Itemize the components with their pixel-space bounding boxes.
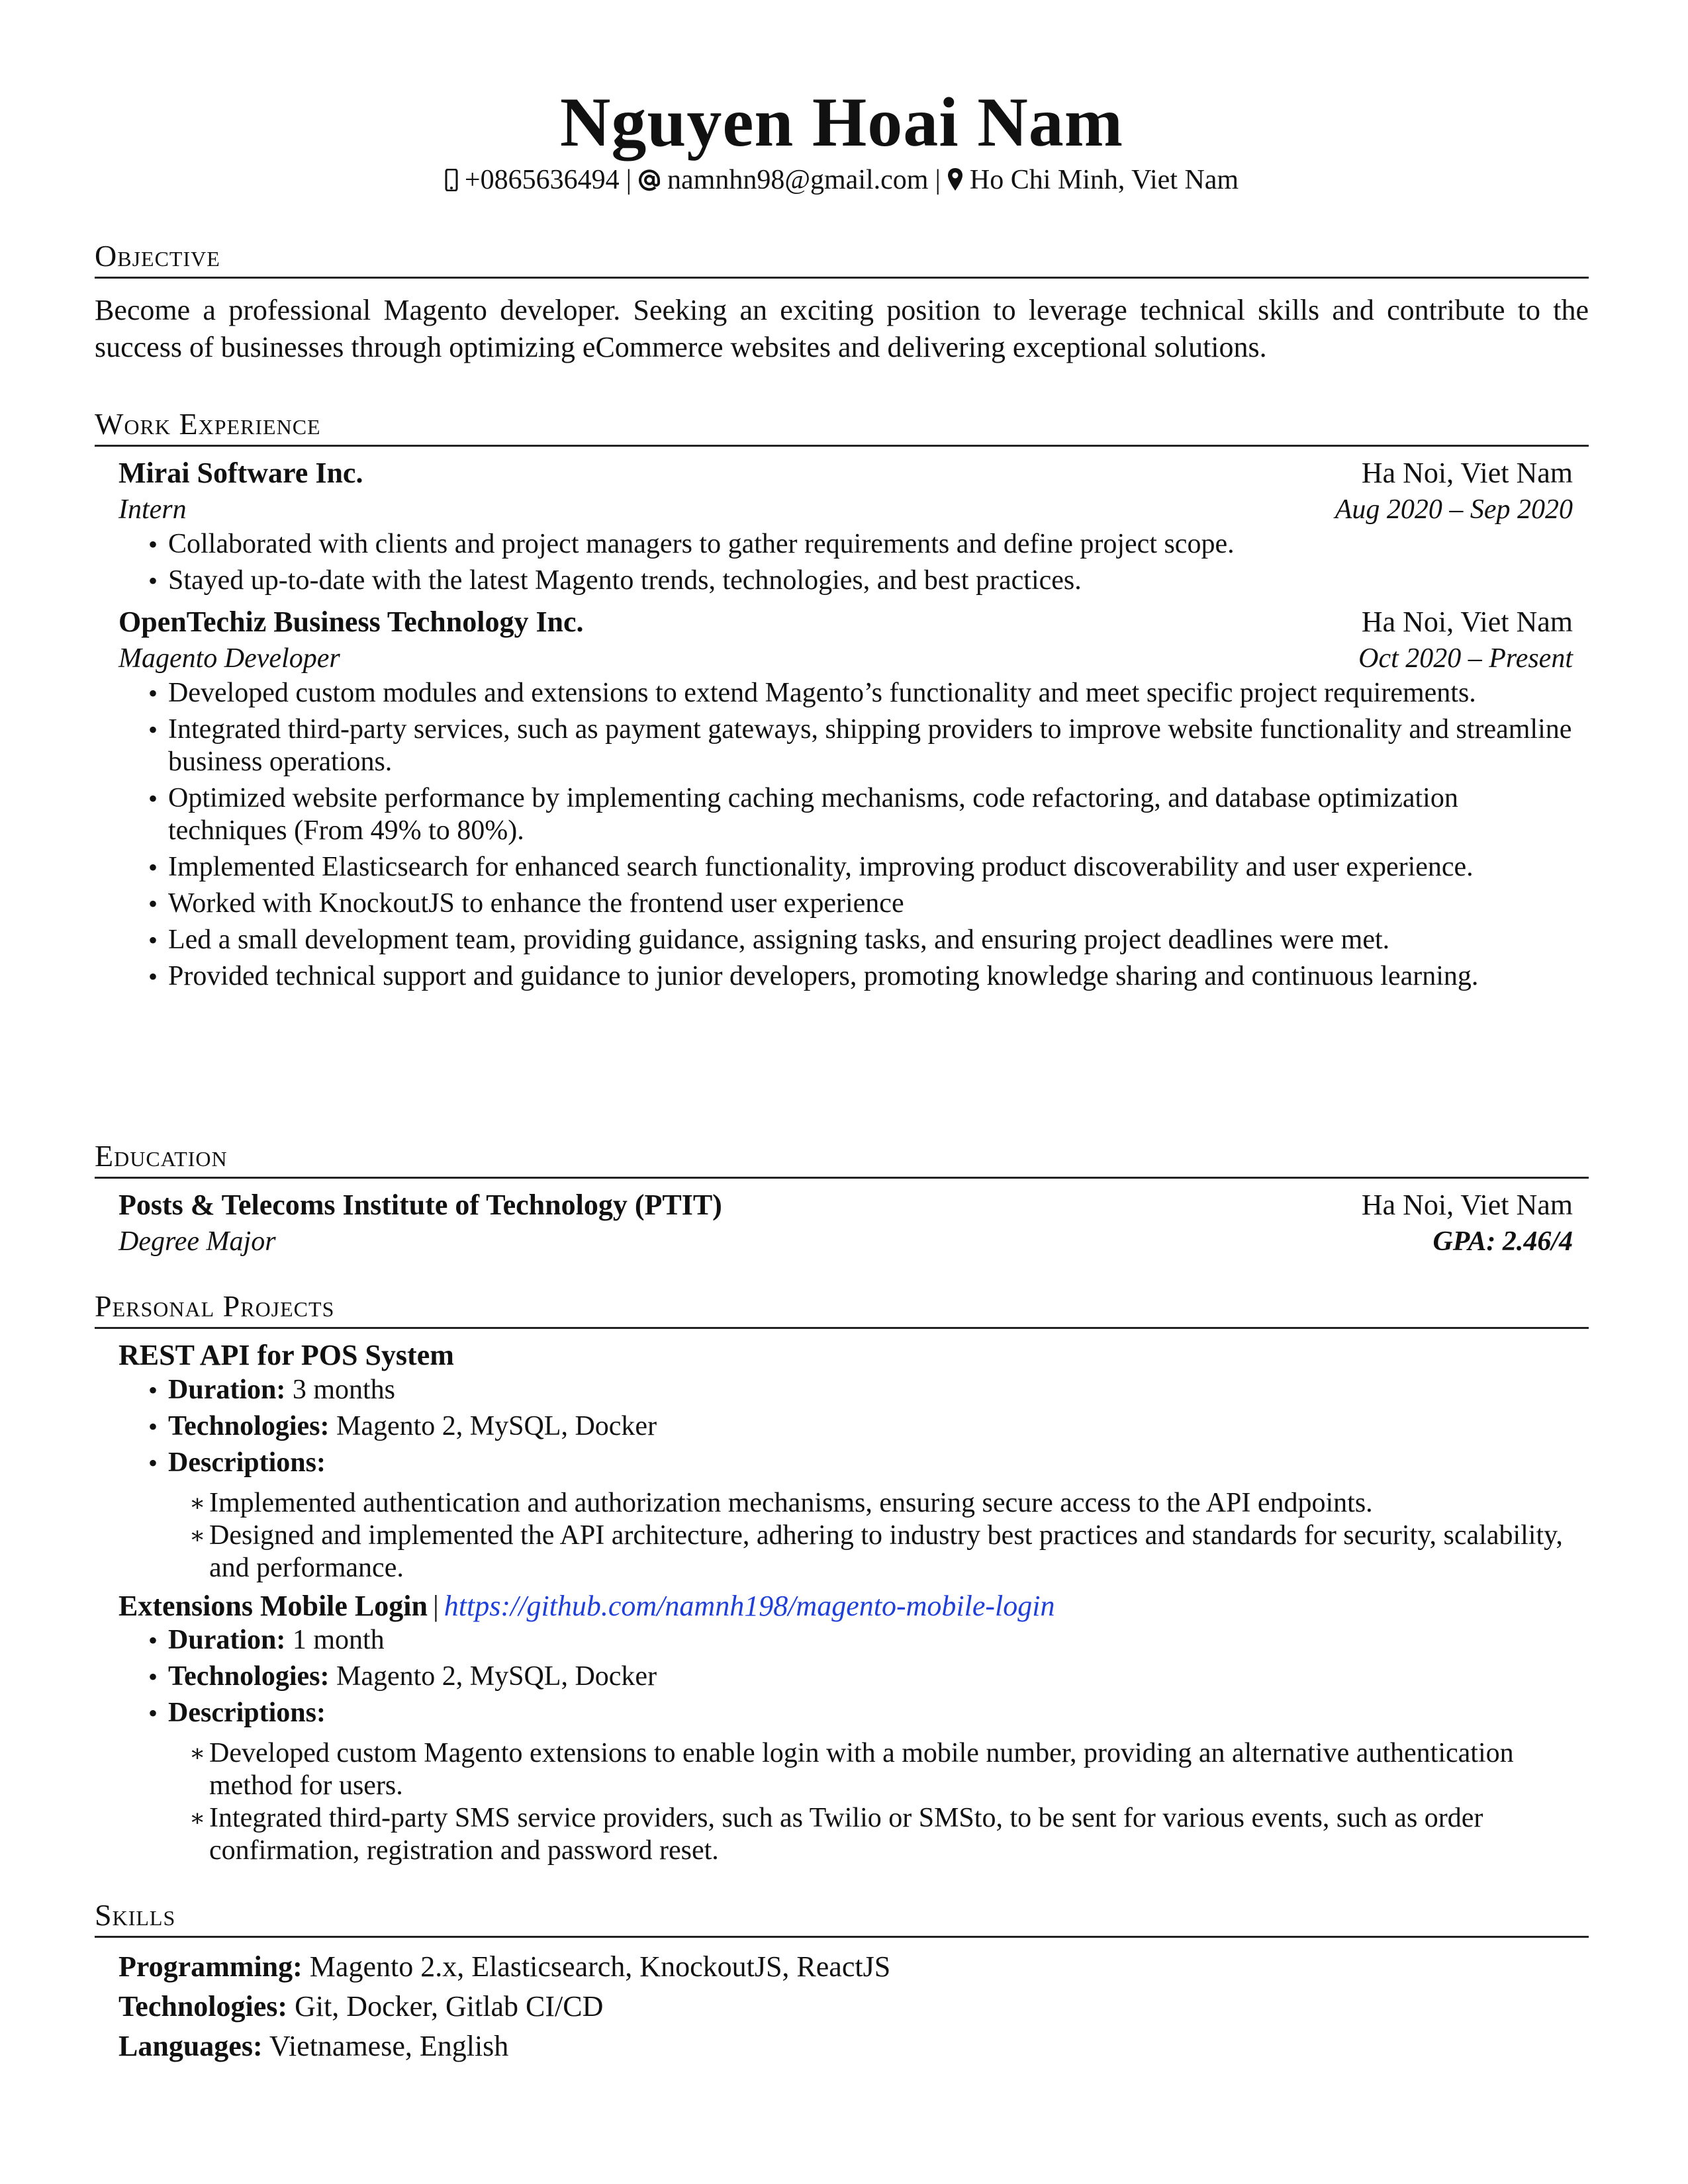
section-title-projects: Personal Projects bbox=[95, 1289, 335, 1323]
project-duration: 3 months bbox=[292, 1375, 396, 1405]
list-item: • Led a small development team, providing guidance, assigning tasks, and ensuring project deadlines were met. bbox=[168, 924, 1573, 960]
contact-separator: | bbox=[935, 165, 941, 195]
company-name: OpenTechiz Business Technology Inc. bbox=[118, 606, 584, 638]
resume-page bbox=[95, 0, 1589, 2062]
project-entry bbox=[118, 1588, 1573, 1871]
list-item: ∗ Developed custom Magento extensions to enable login with a mobile number, providing an alternative authentication method for users. bbox=[209, 1737, 1573, 1802]
responsibility-list bbox=[118, 677, 1573, 997]
skill-value: Git, Docker, Gitlab CI/CD bbox=[295, 1990, 604, 2023]
entry-subheading-row bbox=[118, 492, 1573, 528]
section-title-work-experience: Work Experience bbox=[95, 407, 321, 441]
list-item bbox=[168, 1661, 1573, 1697]
section-divider bbox=[95, 1177, 1589, 1179]
project-heading bbox=[118, 1588, 1573, 1624]
detail-label: Descriptions: bbox=[168, 1698, 326, 1728]
email-address[interactable]: namnhn98@gmail.com bbox=[667, 165, 929, 195]
skill-row bbox=[118, 1947, 1589, 1987]
skill-label: Programming: bbox=[118, 1950, 303, 1983]
list-item bbox=[168, 1447, 1573, 1588]
entry-heading-row bbox=[118, 455, 1573, 492]
detail-label: Descriptions: bbox=[168, 1447, 326, 1478]
work-experience-section bbox=[95, 408, 1589, 997]
gpa: GPA: 2.46/4 bbox=[1432, 1226, 1573, 1257]
section-divider bbox=[95, 445, 1589, 447]
list-item: • Integrated third-party services, such as payment gateways, shipping providers to improve website functionality and streamline business operations. bbox=[168, 713, 1573, 782]
list-item: • Stayed up-to-date with the latest Magento trends, technologies, and best practices. bbox=[168, 565, 1573, 601]
description-list bbox=[168, 1487, 1573, 1584]
list-item bbox=[168, 1410, 1573, 1447]
list-item: • Provided technical support and guidance to junior developers, promoting knowledge sharing and continuous learning. bbox=[168, 960, 1573, 997]
job-role: Magento Developer bbox=[118, 643, 340, 674]
education-entry bbox=[118, 1187, 1573, 1260]
list-item: • Worked with KnockoutJS to enhance the frontend user experience bbox=[168, 887, 1573, 924]
resume-header bbox=[95, 0, 1589, 196]
degree: Degree Major bbox=[118, 1226, 276, 1257]
job-dates: Oct 2020 – Present bbox=[1358, 643, 1573, 674]
entry-subheading-row bbox=[118, 1224, 1573, 1260]
detail-label: Duration: bbox=[168, 1625, 286, 1655]
contact-separator: | bbox=[626, 165, 632, 195]
skill-row bbox=[118, 1987, 1589, 2026]
projects-section bbox=[95, 1290, 1589, 1871]
project-name: Extensions Mobile Login bbox=[118, 1590, 428, 1622]
list-item: • Developed custom modules and extensions to extend Magento’s functionality and meet specific project requirements. bbox=[168, 677, 1573, 713]
project-link[interactable]: https://github.com/namnh198/magento-mobile-login bbox=[444, 1590, 1055, 1622]
candidate-name: Nguyen Hoai Nam bbox=[559, 83, 1124, 161]
entry-heading-row bbox=[118, 1187, 1573, 1224]
entry-subheading-row bbox=[118, 641, 1573, 677]
list-item: • Collaborated with clients and project managers to gather requirements and define project scope. bbox=[168, 528, 1573, 565]
detail-label: Technologies: bbox=[168, 1661, 330, 1692]
project-details bbox=[118, 1374, 1573, 1588]
section-divider bbox=[95, 277, 1589, 279]
detail-label: Duration: bbox=[168, 1375, 286, 1405]
project-duration: 1 month bbox=[292, 1625, 385, 1655]
list-item: ∗ Implemented authentication and authorization mechanisms, ensuring secure access to the API endpoints. bbox=[209, 1487, 1573, 1520]
skills-section bbox=[95, 1899, 1589, 2066]
responsibility-list bbox=[118, 528, 1573, 601]
school-name: Posts & Telecoms Institute of Technology (PTIT) bbox=[118, 1189, 722, 1221]
skill-label: Technologies: bbox=[118, 1990, 288, 2023]
map-pin-icon bbox=[947, 167, 963, 191]
list-item: • Optimized website performance by implementing caching mechanisms, code refactoring, and database optimization techniques (From 49% to 80%). bbox=[168, 782, 1573, 851]
contact-line bbox=[95, 164, 1589, 196]
work-entry bbox=[118, 455, 1573, 601]
list-item bbox=[168, 1697, 1573, 1871]
skill-row bbox=[118, 2026, 1589, 2066]
work-entry bbox=[118, 604, 1573, 997]
description-list bbox=[168, 1737, 1573, 1867]
section-title-objective: Objective bbox=[95, 239, 220, 273]
job-role: Intern bbox=[118, 494, 187, 525]
company-location: Ha Noi, Viet Nam bbox=[1361, 457, 1573, 489]
list-item bbox=[168, 1624, 1573, 1661]
skill-value: Vietnamese, English bbox=[269, 2030, 509, 2062]
skill-value: Magento 2.x, Elasticsearch, KnockoutJS, ReactJS bbox=[309, 1950, 891, 1983]
section-title-education: Education bbox=[95, 1139, 228, 1173]
project-technologies: Magento 2, MySQL, Docker bbox=[336, 1411, 657, 1441]
mobile-phone-icon bbox=[445, 169, 458, 191]
project-technologies: Magento 2, MySQL, Docker bbox=[336, 1661, 657, 1692]
list-item bbox=[168, 1374, 1573, 1410]
education-section bbox=[95, 1140, 1589, 1260]
list-item: ∗ Integrated third-party SMS service providers, such as Twilio or SMSto, to be sent for various events, such as order confirmation, registration and password reset. bbox=[209, 1802, 1573, 1867]
objective-text: Become a professional Magento developer. Seeking an exciting position to leverage technical skills and contribute to the success of businesses through optimizing eCommerce websites and delivering exceptional solutions. bbox=[95, 294, 1589, 363]
project-details bbox=[118, 1624, 1573, 1871]
section-title-skills: Skills bbox=[95, 1898, 176, 1932]
job-dates: Aug 2020 – Sep 2020 bbox=[1335, 494, 1573, 525]
skill-label: Languages: bbox=[118, 2030, 263, 2062]
objective-section bbox=[95, 240, 1589, 366]
project-name: REST API for POS System bbox=[118, 1339, 454, 1371]
at-sign-icon bbox=[638, 169, 661, 191]
school-location: Ha Noi, Viet Nam bbox=[1361, 1189, 1573, 1221]
location: Ho Chi Minh, Viet Nam bbox=[969, 165, 1239, 195]
section-divider bbox=[95, 1327, 1589, 1329]
detail-label: Technologies: bbox=[168, 1411, 330, 1441]
phone-number[interactable]: +0865636494 bbox=[464, 165, 620, 195]
company-name: Mirai Software Inc. bbox=[118, 457, 363, 489]
skills-list bbox=[95, 1947, 1589, 2066]
entry-heading-row bbox=[118, 604, 1573, 641]
list-item: ∗ Designed and implemented the API architecture, adhering to industry best practices and standards for security, scalability, and performance. bbox=[209, 1520, 1573, 1584]
project-entry bbox=[118, 1337, 1573, 1588]
separator: | bbox=[432, 1590, 439, 1622]
section-divider bbox=[95, 1936, 1589, 1938]
company-location: Ha Noi, Viet Nam bbox=[1361, 606, 1573, 638]
list-item: • Implemented Elasticsearch for enhanced search functionality, improving product discoverability and user experience. bbox=[168, 851, 1573, 887]
